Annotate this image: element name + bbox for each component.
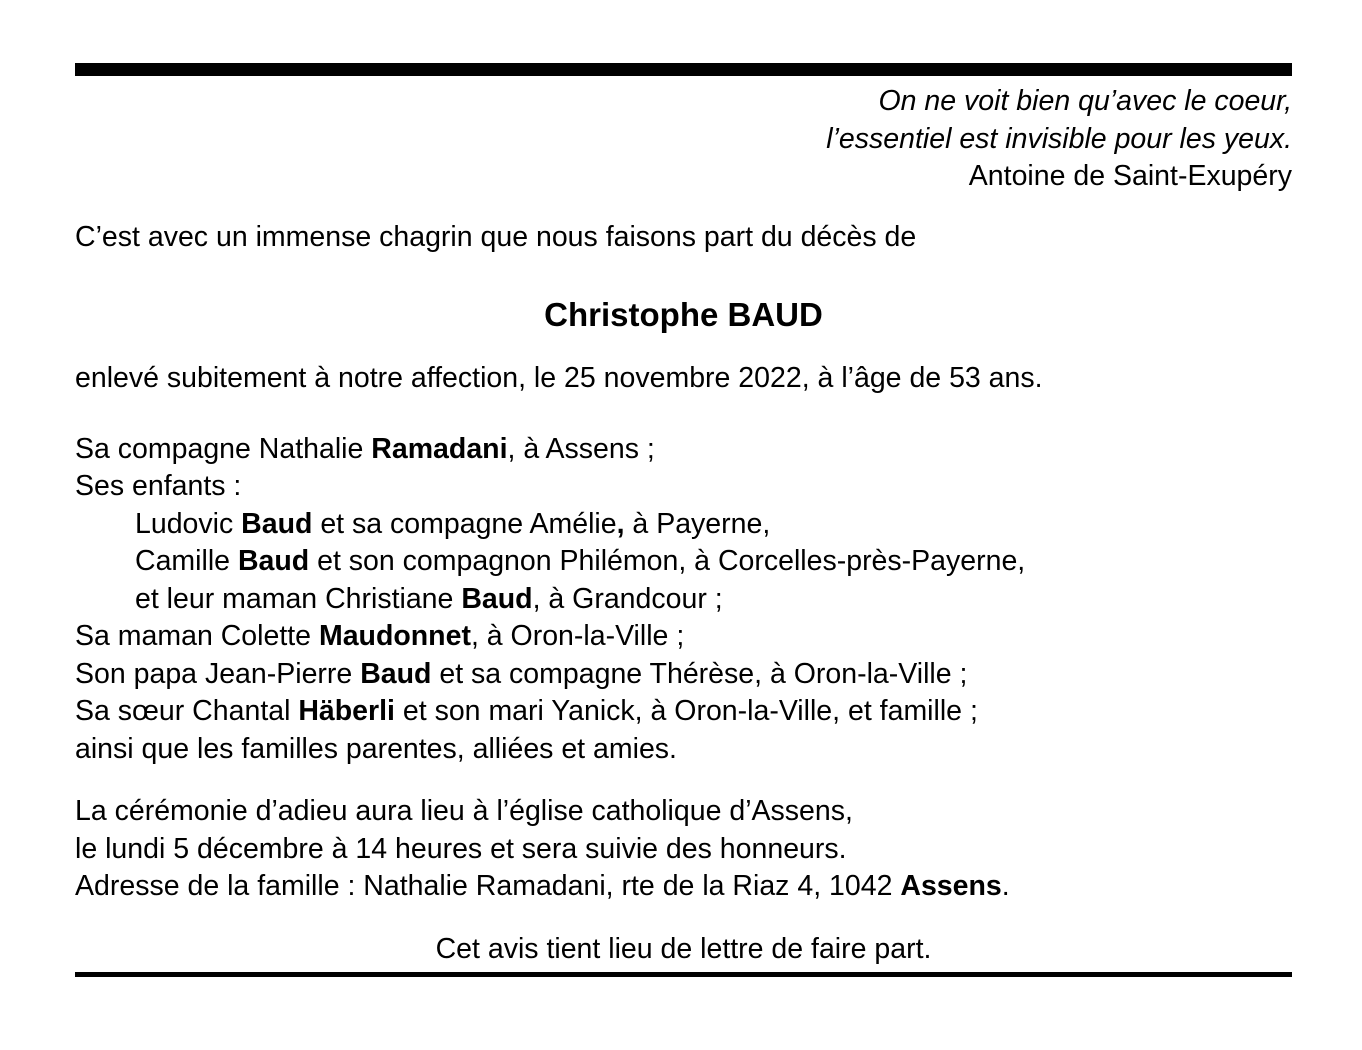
family-line bbox=[75, 656, 1292, 694]
text-segment: et sa compagne Amélie bbox=[312, 507, 617, 540]
death-line: enlevé subitement à notre affection, le 25 novembre 2022, à l’âge de 53 ans. bbox=[75, 362, 1043, 394]
bottom-rule bbox=[75, 972, 1292, 977]
emphasized-name: Ramadani bbox=[371, 432, 508, 465]
family-line bbox=[75, 618, 1292, 656]
emphasized-name: Baud bbox=[241, 507, 313, 540]
emphasized-name: Baud bbox=[237, 545, 310, 577]
text-segment: Adresse de la famille : Nathalie Ramadani, rte de la Riaz 4, 1042 bbox=[75, 870, 901, 902]
closing-line: Cet avis tient lieu de lettre de faire part. bbox=[435, 932, 932, 965]
family-line bbox=[75, 581, 1292, 619]
text-segment: . bbox=[1001, 870, 1010, 902]
family-line bbox=[75, 506, 1292, 544]
family-line bbox=[75, 731, 1292, 769]
text-segment: Camille bbox=[135, 545, 238, 577]
ceremony-line bbox=[75, 868, 1292, 906]
text-segment: La cérémonie d’adieu aura lieu à l’église catholique d’Assens, bbox=[75, 795, 853, 827]
intro-line: C’est avec un immense chagrin que nous faisons part du décès de bbox=[75, 220, 917, 253]
family-line bbox=[75, 693, 1292, 731]
text-segment: le lundi 5 décembre à 14 heures et sera suivie des honneurs. bbox=[75, 832, 847, 865]
text-segment: Ses enfants : bbox=[75, 470, 242, 502]
family-line bbox=[75, 431, 1292, 469]
family-line bbox=[75, 543, 1292, 581]
emphasized-name: , bbox=[616, 507, 625, 540]
text-segment: à Payerne, bbox=[624, 507, 771, 540]
text-segment: et sa compagne Thérèse, à Oron-la-Ville ; bbox=[431, 657, 968, 690]
top-rule bbox=[75, 63, 1292, 76]
text-segment: Sa compagne Nathalie bbox=[75, 432, 372, 465]
emphasized-name: Assens bbox=[900, 870, 1002, 902]
family-line bbox=[75, 468, 1292, 506]
quote-line-1: On ne voit bien qu’avec le coeur, bbox=[878, 85, 1292, 117]
obituary-content bbox=[75, 0, 1292, 977]
family-block bbox=[75, 431, 1292, 769]
text-segment: , à Grandcour ; bbox=[532, 582, 723, 615]
quote-block bbox=[75, 83, 1292, 196]
text-segment: et son compagnon Philémon, à Corcelles-près-Payerne, bbox=[309, 545, 1026, 577]
text-segment: et son mari Yanick, à Oron-la-Ville, et famille ; bbox=[394, 695, 978, 727]
text-segment: ainsi que les familles parentes, alliées et amies. bbox=[75, 732, 677, 765]
deceased-name: Christophe BAUD bbox=[544, 296, 823, 333]
text-segment: Sa maman Colette bbox=[75, 620, 319, 652]
text-segment: , à Assens ; bbox=[507, 432, 655, 465]
emphasized-name: Häberli bbox=[298, 695, 395, 727]
ceremony-line bbox=[75, 793, 1292, 831]
ceremony-block bbox=[75, 793, 1292, 906]
text-segment: et leur maman Christiane bbox=[135, 582, 462, 615]
emphasized-name: Maudonnet bbox=[318, 620, 471, 652]
emphasized-name: Baud bbox=[461, 582, 533, 615]
text-segment: Sa sœur Chantal bbox=[75, 695, 299, 727]
text-segment: Ludovic bbox=[135, 507, 242, 540]
quote-line-2: l’essentiel est invisible pour les yeux. bbox=[826, 122, 1292, 155]
text-segment: Son papa Jean-Pierre bbox=[75, 657, 361, 690]
ceremony-line bbox=[75, 831, 1292, 869]
text-segment: , à Oron-la-Ville ; bbox=[470, 620, 685, 652]
quote-attribution: Antoine de Saint-Exupéry bbox=[968, 160, 1292, 192]
emphasized-name: Baud bbox=[360, 657, 432, 690]
